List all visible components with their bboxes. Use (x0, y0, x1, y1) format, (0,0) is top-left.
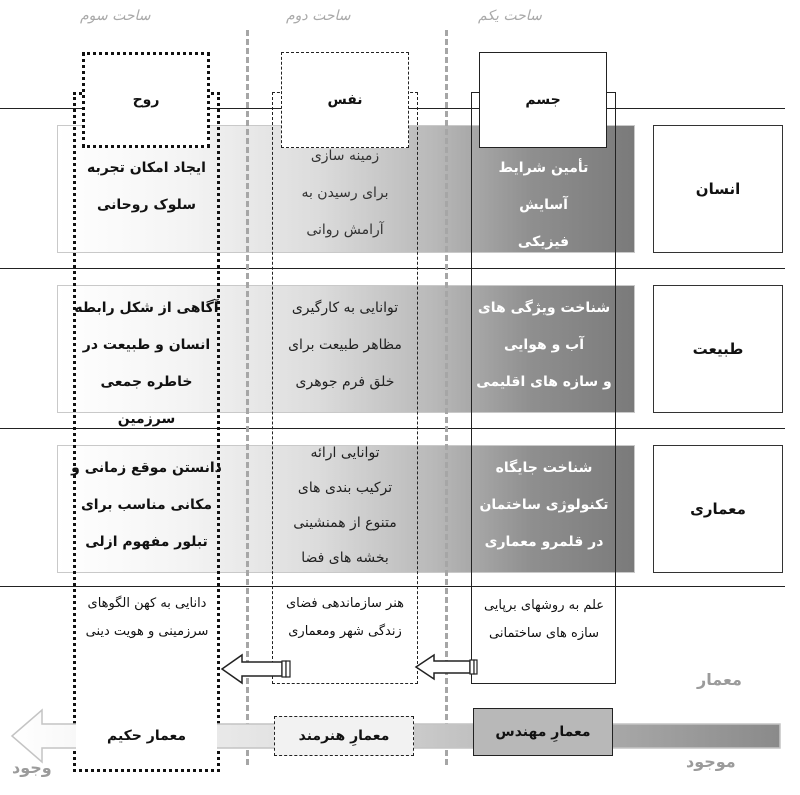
footer-line: زندگی شهر ومعماری (288, 624, 402, 639)
domain-label-1: ساحت یکم (478, 8, 542, 24)
cell-line: دانستن موقع زمانی و (71, 460, 222, 476)
top-box-body: جسم (479, 52, 607, 148)
axis-label-mojud: موجود (686, 752, 736, 771)
arrow-left-icon (414, 652, 478, 682)
cell-nature-spirit (70, 290, 223, 438)
axis-label-vojud: وجود (12, 758, 52, 777)
domain-label-2: ساحت دوم (286, 8, 351, 24)
cell-line: ترکیب بندی های (297, 480, 393, 496)
cell-line: مکانی مناسب برای (80, 497, 213, 513)
cell-architecture-spirit (70, 450, 223, 561)
cell-line: زمینه سازی (310, 148, 380, 164)
row-header-human: انسان (653, 125, 783, 253)
cell-human-soul (276, 138, 414, 249)
cell-line: و سازه های اقلیمی (476, 374, 612, 390)
footer-line: سرزمینی و هویت دینی (85, 624, 209, 639)
cell-line: متنوع از همنشینی (293, 515, 397, 531)
cell-nature-body (474, 290, 614, 401)
footer-line: سازه های ساختمانی (489, 626, 599, 641)
cell-nature-soul (274, 290, 416, 401)
cell-architecture-body (474, 450, 614, 561)
cell-line: توانایی به کارگیری (291, 300, 399, 316)
architect-sage: معمار حکیم (76, 716, 217, 756)
arrow-left-icon (220, 652, 292, 686)
cell-line: خاطره جمعی سرزمین (100, 374, 193, 427)
architect-engineer: معمارِ مهندس (473, 708, 613, 756)
footer-soul (274, 590, 416, 646)
cell-line: شناخت جایگاه (495, 460, 593, 476)
cell-architecture-soul (274, 436, 416, 576)
cell-line: تأمین شرایط (498, 160, 589, 176)
footer-spirit (74, 590, 220, 646)
cell-human-body (476, 150, 611, 261)
cell-line: برای رسیدن به (301, 185, 389, 201)
cell-line: در قلمرو معماری (484, 534, 604, 550)
architect-artist: معمارِ هنرمند (274, 716, 414, 756)
row-header-architecture: معماری (653, 445, 783, 573)
cell-line: انسان و طبیعت در (82, 337, 211, 353)
top-box-soul: نفس (281, 52, 409, 148)
cell-line: تکنولوژی ساختمان (479, 497, 609, 513)
cell-line: خلق فرم جوهری (295, 374, 395, 390)
cell-line: آرامش روانی (306, 222, 384, 238)
top-box-spirit: روح (82, 52, 210, 148)
cell-line: تبلور مفهوم ازلی (85, 534, 208, 550)
cell-line: آسایش (519, 197, 568, 213)
cell-line: شناخت ویژگی های (477, 300, 611, 316)
cell-human-spirit (76, 150, 217, 224)
domain-label-3: ساحت سوم (80, 8, 151, 24)
footer-line: هنر سازماندهی فضای (285, 596, 405, 611)
cell-line: بخشه های فضا (301, 550, 389, 566)
footer-body (474, 592, 614, 648)
cell-line: مظاهر طبیعت برای (288, 337, 402, 353)
cell-line: آگاهی از شکل رابطه (74, 300, 219, 316)
footer-line: دانایی به کهن الگوهای (87, 596, 207, 611)
cell-line: ایجاد امکان تجربه (87, 160, 206, 176)
cell-line: توانایی ارائه (310, 445, 380, 461)
axis-label-memar: معمار (697, 670, 742, 689)
footer-line: علم به روشهای برپایی (483, 598, 605, 613)
row-header-nature: طبیعت (653, 285, 783, 413)
cell-line: سلوک روحانی (97, 197, 196, 213)
cell-line: فیزیکی (517, 234, 570, 250)
cell-line: آب و هوایی (503, 337, 585, 353)
